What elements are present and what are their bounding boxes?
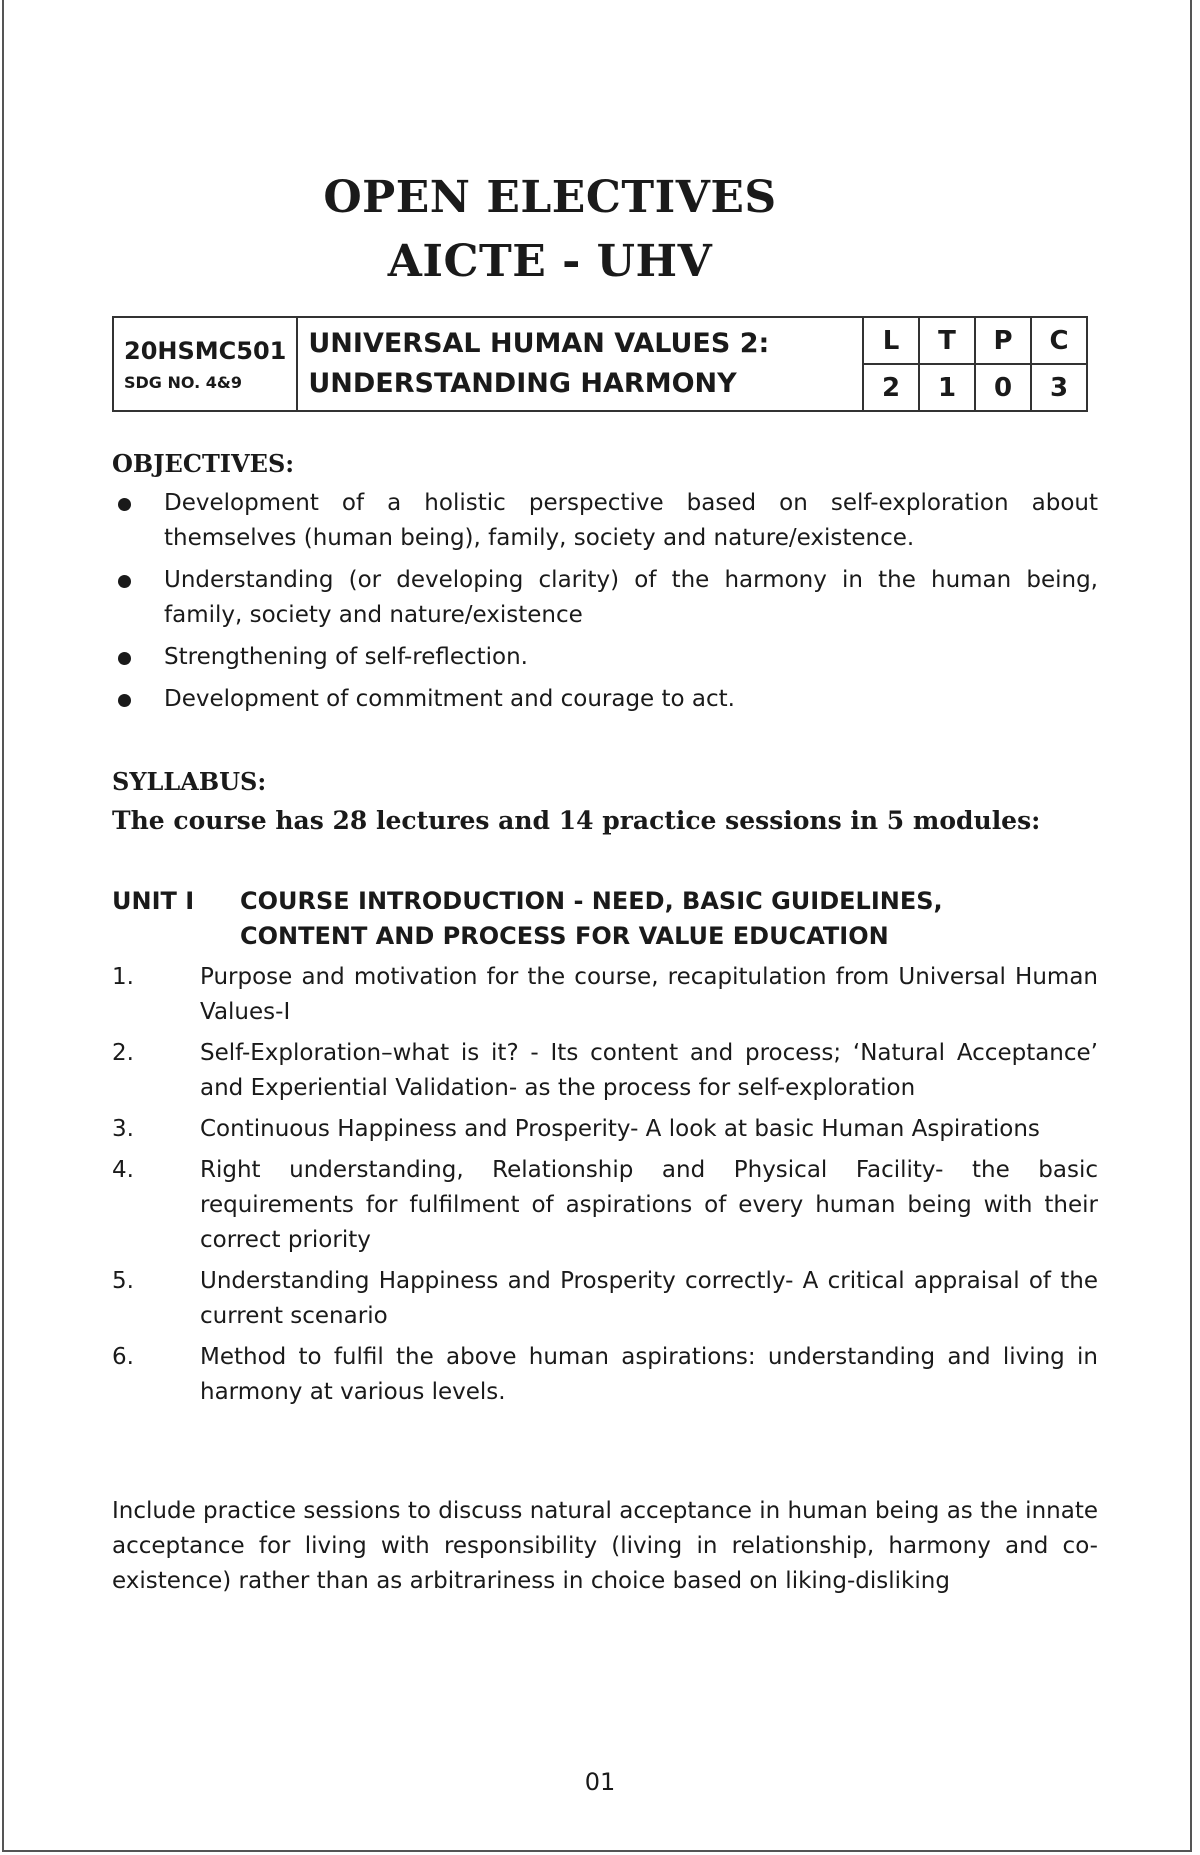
course-name-cell bbox=[297, 317, 863, 411]
ltpc-value-t: 1 bbox=[919, 364, 975, 411]
item-number: 5. bbox=[112, 1268, 134, 1294]
list-item bbox=[112, 563, 1098, 633]
unit-topic-list bbox=[112, 960, 1098, 1416]
list-item bbox=[112, 1340, 1098, 1410]
item-text: Understanding Happiness and Prosperity correctly- A critical appraisal of the current scenario bbox=[200, 1268, 1098, 1329]
list-item bbox=[112, 1153, 1098, 1258]
unit-title-line2: CONTENT AND PROCESS FOR VALUE EDUCATION bbox=[240, 922, 889, 950]
bullet-icon bbox=[118, 652, 131, 665]
item-text: Self-Exploration–what is it? - Its content and process; ‘Natural Acceptance’ and Experiential Validation- as the process for self-exploration bbox=[200, 1040, 1098, 1101]
ltpc-value-c: 3 bbox=[1031, 364, 1087, 411]
item-number: 3. bbox=[112, 1116, 134, 1142]
objectives-list bbox=[112, 486, 1098, 724]
unit-heading bbox=[112, 884, 1098, 954]
page-subtitle: AICTE - UHV bbox=[387, 236, 713, 287]
objectives-heading: OBJECTIVES: bbox=[112, 449, 295, 478]
ltpc-header-c: C bbox=[1031, 317, 1087, 364]
page-number: 01 bbox=[584, 1768, 616, 1796]
course-info-table bbox=[112, 316, 1088, 412]
item-text: Continuous Happiness and Prosperity- A look at basic Human Aspirations bbox=[200, 1116, 1040, 1142]
objective-text: Development of commitment and courage to act. bbox=[164, 686, 735, 712]
item-text: Right understanding, Relationship and Physical Facility- the basic requirements for fulfilment of aspirations of every human being with their correct priority bbox=[200, 1157, 1098, 1253]
list-item bbox=[112, 960, 1098, 1030]
sdg-number: SDG NO. 4&9 bbox=[124, 372, 243, 392]
bullet-icon bbox=[118, 498, 131, 511]
objective-text: Understanding (or developing clarity) of the harmony in the human being, family, society and nature/existence bbox=[164, 567, 1098, 628]
list-item bbox=[112, 486, 1098, 556]
item-text: Method to fulfil the above human aspirations: understanding and living in harmony at various levels. bbox=[200, 1344, 1098, 1405]
item-number: 4. bbox=[112, 1157, 134, 1183]
bullet-icon bbox=[118, 694, 131, 707]
list-item bbox=[112, 1036, 1098, 1106]
list-item bbox=[112, 1112, 1098, 1147]
ltpc-value-p: 0 bbox=[975, 364, 1031, 411]
item-number: 1. bbox=[112, 964, 134, 990]
ltpc-header-p: P bbox=[975, 317, 1031, 364]
bullet-icon bbox=[118, 575, 131, 588]
course-code: 20HSMC501 bbox=[124, 336, 287, 365]
syllabus-subheading: The course has 28 lectures and 14 practice sessions in 5 modules: bbox=[112, 806, 1041, 835]
ltpc-header-l: L bbox=[863, 317, 919, 364]
ltpc-value-l: 2 bbox=[863, 364, 919, 411]
objective-text: Development of a holistic perspective based on self-exploration about themselves (human being), family, society and nature/existence. bbox=[164, 490, 1098, 551]
objective-text: Strengthening of self-reflection. bbox=[164, 644, 528, 670]
item-number: 2. bbox=[112, 1040, 134, 1066]
course-name-line1: UNIVERSAL HUMAN VALUES 2: bbox=[308, 328, 770, 359]
course-name-line2: UNDERSTANDING HARMONY bbox=[308, 368, 737, 399]
item-number: 6. bbox=[112, 1344, 134, 1370]
list-item bbox=[112, 682, 1098, 717]
course-code-cell bbox=[113, 317, 297, 411]
page-title: OPEN ELECTIVES bbox=[323, 172, 777, 223]
item-text: Purpose and motivation for the course, recapitulation from Universal Human Values-I bbox=[200, 964, 1098, 1025]
unit-label: UNIT I bbox=[112, 887, 195, 915]
ltpc-header-t: T bbox=[919, 317, 975, 364]
list-item bbox=[112, 1264, 1098, 1334]
unit-title-line1: COURSE INTRODUCTION - NEED, BASIC GUIDELINES, bbox=[240, 887, 943, 915]
practice-note: Include practice sessions to discuss natural acceptance in human being as the innate acceptance for living with responsibility (living in relationship, harmony and co-existence) rather than as arbitrariness in choice based on liking-disliking bbox=[112, 1498, 1098, 1594]
syllabus-heading: SYLLABUS: bbox=[112, 767, 267, 796]
list-item bbox=[112, 640, 1098, 675]
